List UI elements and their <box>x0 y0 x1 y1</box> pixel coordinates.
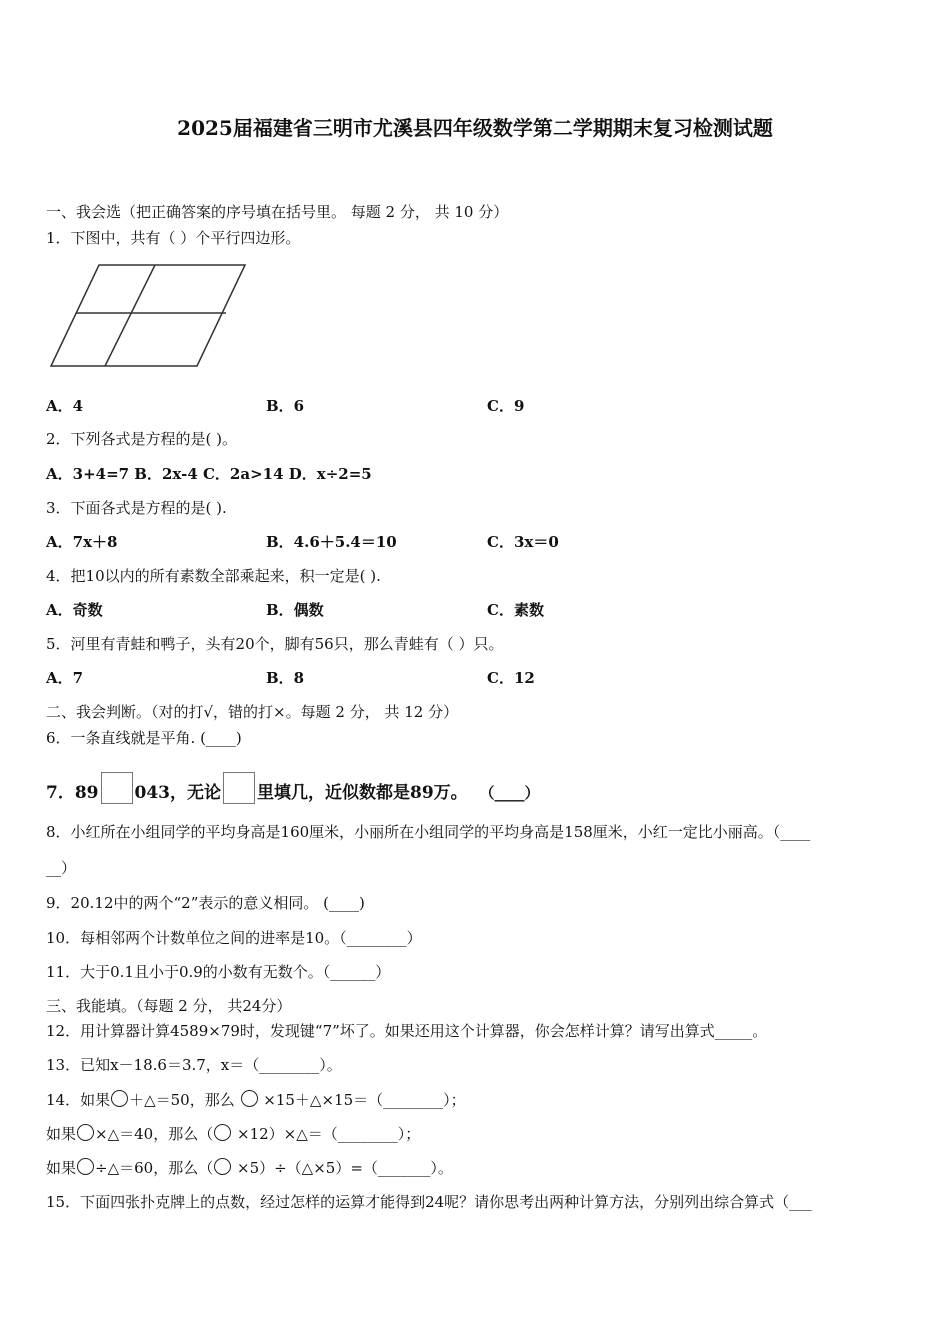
q14b-part2: ×△＝40，那么（ <box>95 1125 214 1143</box>
q5-option-b: B．8 <box>266 669 305 687</box>
q14a-part2: ＋△＝50，那么 <box>129 1091 235 1109</box>
question-8-line2: __） <box>46 859 77 877</box>
question-15: 15．下面四张扑克牌上的点数，经过怎样的运算才能得到24呢？请你思考出两种计算方法，分别列出综合算式（___ <box>46 1193 812 1211</box>
section2-heading: 二、我会判断。（对的打√，错的打×。每题 2 分， 共 12 分） <box>46 703 459 721</box>
q5-option-a: A．7 <box>46 669 84 687</box>
section1-heading: 一、我会选（把正确答案的序号填在括号里。 每题 2 分， 共 10 分） <box>46 203 509 221</box>
circle-symbol-icon <box>214 1124 231 1141</box>
q14a-part3: ×15＋△×15＝（________）； <box>263 1091 466 1109</box>
q4-option-b: B．偶数 <box>266 601 324 619</box>
q3-option-c: C．3x＝0 <box>487 533 559 551</box>
question-4: 4．把10以内的所有素数全部乘起来，积一定是( ). <box>46 567 381 585</box>
circle-symbol-icon <box>77 1124 94 1141</box>
blank-box-1[interactable] <box>101 772 133 804</box>
question-5: 5．河里有青蛙和鸭子，头有20个，脚有56只，那么青蛙有（ ）只。 <box>46 635 504 653</box>
q1-option-b: B．6 <box>266 397 305 415</box>
question-8-line1: 8．小红所在小组同学的平均身高是160厘米，小丽所在小组同学的平均身高是158厘米，小红一定比小丽高。（____ <box>46 823 811 841</box>
question-14-line1 <box>46 1090 466 1110</box>
question-6: 6．一条直线就是平角. (____) <box>46 729 242 747</box>
circle-symbol-icon <box>241 1090 258 1107</box>
inner-slant-line <box>105 265 155 366</box>
question-1: 1．下图中，共有（ ）个平行四边形。 <box>46 229 301 247</box>
q5-option-c: C．12 <box>487 669 535 687</box>
q7-part3: 里填几，近似数都是89万。 <box>257 783 468 803</box>
q3-option-a: A．7x＋8 <box>46 533 118 551</box>
page-title: 2025届福建省三明市尤溪县四年级数学第二学期期末复习检测试题 <box>177 116 773 140</box>
circle-symbol-icon <box>111 1090 128 1107</box>
question-14-line3 <box>46 1158 453 1178</box>
q14b-part1: 如果 <box>46 1125 77 1143</box>
q7-answer-blank: （____） <box>479 784 540 802</box>
question-10: 10．每相邻两个计数单位之间的进率是10。（________） <box>46 929 422 947</box>
question-13: 13．已知x－18.6＝3.7，x＝（________）。 <box>46 1056 342 1074</box>
q2-options: A．3+4=7 B．2x-4 C．2a>14 D．x÷2=5 <box>46 465 372 483</box>
question-3: 3．下面各式是方程的是( ). <box>46 499 227 517</box>
section3-heading: 三、我能填。（每题 2 分， 共24分） <box>46 997 292 1015</box>
blank-box-2[interactable] <box>223 772 255 804</box>
parallelogram-figure <box>46 258 251 370</box>
q7-part1: 7．89 <box>46 783 99 803</box>
circle-symbol-icon <box>214 1158 231 1175</box>
q14b-part3: ×12）×△＝（________）； <box>237 1125 421 1143</box>
question-12: 12．用计算器计算4589×79时，发现键“7”坏了。如果还用这个计算器，你会怎样计算？请写出算式_____。 <box>46 1022 768 1040</box>
q7-part2: 043，无论 <box>134 783 221 803</box>
q14c-part3: ×5）÷（△×5）=（_______）。 <box>237 1159 453 1177</box>
q1-option-a: A．4 <box>46 397 84 415</box>
question-7 <box>46 772 540 804</box>
question-2: 2．下列各式是方程的是( )。 <box>46 430 238 448</box>
circle-symbol-icon <box>77 1158 94 1175</box>
q4-option-a: A．奇数 <box>46 601 103 619</box>
q14c-part2: ÷△＝60，那么（ <box>95 1159 214 1177</box>
q3-option-b: B．4.6＋5.4＝10 <box>266 533 397 551</box>
q4-option-c: C．素数 <box>487 601 544 619</box>
question-11: 11．大于0.1且小于0.9的小数有无数个。（______） <box>46 963 391 981</box>
q14a-part1: 14．如果 <box>46 1091 111 1109</box>
question-14-line2 <box>46 1124 420 1144</box>
question-9: 9．20.12中的两个“2”表示的意义相同。 (____) <box>46 894 365 912</box>
q14c-part1: 如果 <box>46 1159 77 1177</box>
q1-option-c: C．9 <box>487 397 525 415</box>
